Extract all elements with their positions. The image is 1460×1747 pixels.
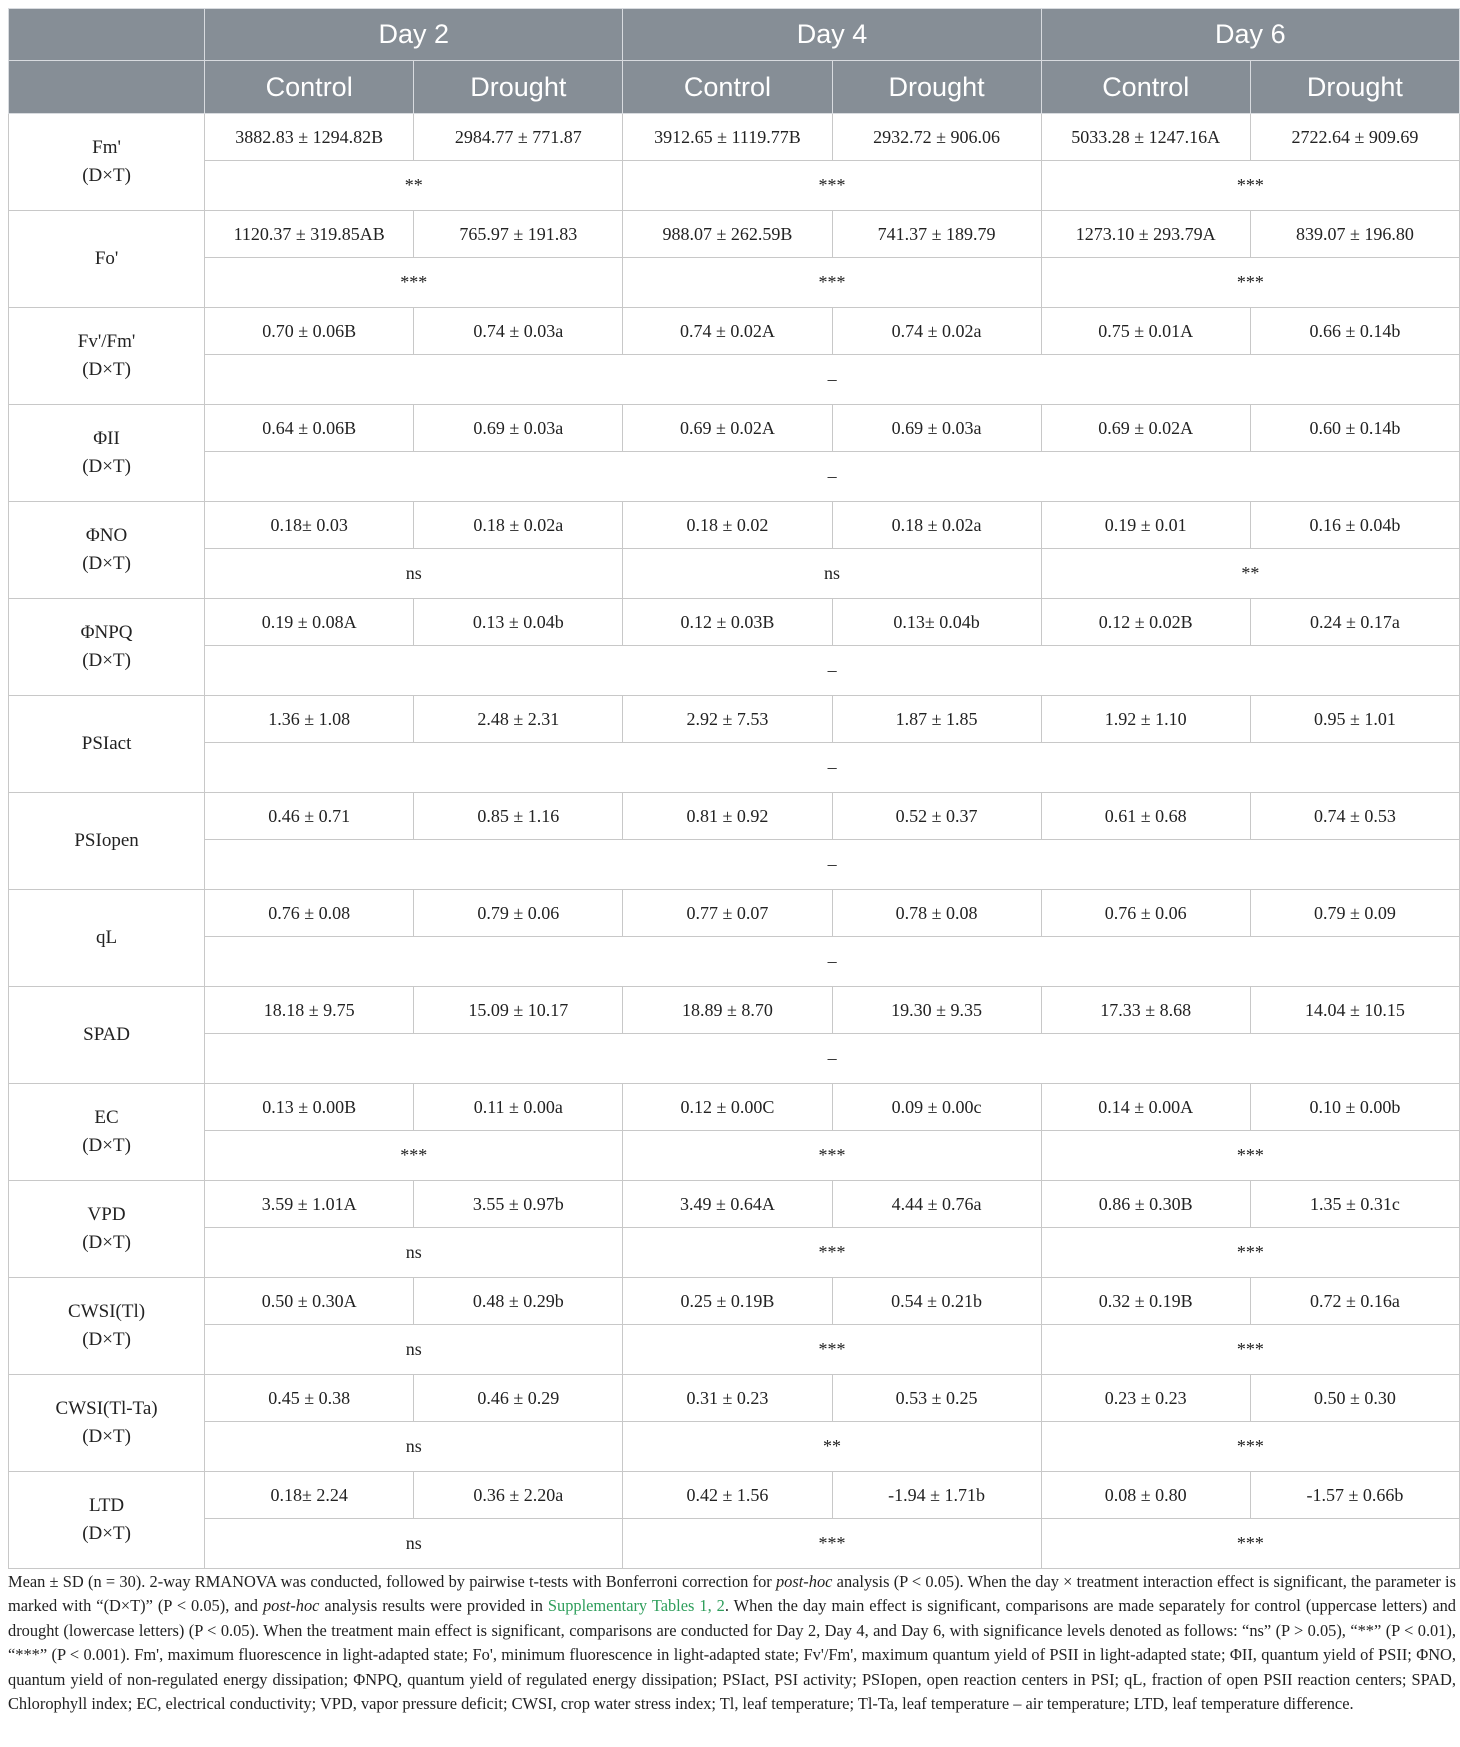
value-cell: 3882.83 ± 1294.82B [205,114,414,161]
value-cell: 1.87 ± 1.85 [832,696,1041,743]
value-cell: 5033.28 ± 1247.16A [1041,114,1250,161]
table-row [9,308,1460,355]
significance-cell: ns [205,1325,623,1375]
significance-cell: *** [1041,161,1459,211]
table-row [9,599,1460,646]
parameter-name: VPD [87,1204,126,1225]
value-cell: 0.81 ± 0.92 [623,793,832,840]
significance-row [9,743,1460,793]
parameter-name: PSIopen [74,830,139,851]
value-cell: 741.37 ± 189.79 [832,211,1041,258]
parameter-cell [9,1181,205,1278]
table-row [9,696,1460,743]
header-treatment: Drought [1250,61,1459,114]
parameter-cell [9,1278,205,1375]
significance-cell: ** [623,1422,1041,1472]
value-cell: 0.50 ± 0.30A [205,1278,414,1325]
value-cell: 0.69 ± 0.03a [832,405,1041,452]
value-cell: 0.79 ± 0.06 [414,890,623,937]
results-table [8,8,1460,1569]
table-row [9,1375,1460,1422]
value-cell: 0.66 ± 0.14b [1250,308,1459,355]
value-cell: 0.14 ± 0.00A [1041,1084,1250,1131]
parameter-name: LTD [88,1495,125,1516]
header-corner [9,9,205,61]
value-cell: 0.46 ± 0.71 [205,793,414,840]
value-cell: 1273.10 ± 293.79A [1041,211,1250,258]
significance-row [9,840,1460,890]
parameter-name: Fo' [94,248,119,269]
value-cell: 0.52 ± 0.37 [832,793,1041,840]
parameter-cell [9,890,205,987]
value-cell: 0.54 ± 0.21b [832,1278,1041,1325]
significance-row [9,1422,1460,1472]
value-cell: 0.76 ± 0.06 [1041,890,1250,937]
value-cell: 19.30 ± 9.35 [832,987,1041,1034]
parameter-name: qL [96,927,118,948]
table-row [9,405,1460,452]
interaction-marker: (D×T) [82,650,131,671]
interaction-marker: (D×T) [82,1232,131,1253]
table-row [9,1084,1460,1131]
parameter-name: CWSI(Tl) [68,1301,146,1322]
parameter-name: SPAD [83,1024,130,1045]
table-row [9,1278,1460,1325]
value-cell: 3.59 ± 1.01A [205,1181,414,1228]
significance-cell: *** [205,258,623,308]
value-cell: 0.18 ± 0.02a [414,502,623,549]
value-cell: 0.18± 0.03 [205,502,414,549]
value-cell: 0.85 ± 1.16 [414,793,623,840]
significance-cell: *** [1041,1228,1459,1278]
table-row [9,890,1460,937]
header-treatment: Drought [414,61,623,114]
value-cell: 0.18± 2.24 [205,1472,414,1519]
table-footnote [8,1570,1456,1716]
value-cell: 0.42 ± 1.56 [623,1472,832,1519]
value-cell: 0.11 ± 0.00a [414,1084,623,1131]
results-table-container [8,8,1460,1569]
interaction-marker: (D×T) [82,1523,131,1544]
interaction-marker: (D×T) [82,553,131,574]
significance-cell: ns [205,549,623,599]
value-cell: 0.09 ± 0.00c [832,1084,1041,1131]
header-day: Day 2 [205,9,623,61]
significance-row [9,646,1460,696]
significance-cell: *** [205,1131,623,1181]
significance-row [9,1228,1460,1278]
value-cell: 3.55 ± 0.97b [414,1181,623,1228]
value-cell: 2722.64 ± 909.69 [1250,114,1459,161]
significance-cell: ** [1041,549,1459,599]
value-cell: 0.12 ± 0.02B [1041,599,1250,646]
header-treatment: Control [205,61,414,114]
value-cell: 0.76 ± 0.08 [205,890,414,937]
value-cell: 0.10 ± 0.00b [1250,1084,1459,1131]
significance-row [9,1519,1460,1569]
value-cell: 0.74 ± 0.02a [832,308,1041,355]
significance-row [9,1131,1460,1181]
value-cell: 0.64 ± 0.06B [205,405,414,452]
value-cell: 0.13 ± 0.04b [414,599,623,646]
value-cell: 0.24 ± 0.17a [1250,599,1459,646]
value-cell: 0.53 ± 0.25 [832,1375,1041,1422]
value-cell: 0.12 ± 0.03B [623,599,832,646]
parameter-name: Fv'/Fm' [77,331,136,352]
significance-cell: – [205,743,1460,793]
parameter-cell [9,696,205,793]
value-cell: 1.92 ± 1.10 [1041,696,1250,743]
significance-cell: ns [205,1519,623,1569]
footnote-text: . When the day main effect is significant, comparisons are made separately for control (uppercase letters) and drought (lowercase letters) (P < 0.05). When the treatment main effect is significant, comparisons are conducted for Day 2, Day 4, and Day 6, with significance levels denoted as follows: “ns” (P > 0.05), “**” (P < 0.01), “***” (P < 0.001). Fm', maximum fluorescence in light-adapted state; Fo', minimum fluorescence in light-adapted state; Fv'/Fm', maximum quantum yield of PSII in light-adapted state; ΦII, quantum yield of PSII; ΦNO, quantum yield of non-regulated energy dissipation; ΦNPQ, quantum yield of regulated energy dissipation; PSIact, PSI activity; PSIopen, open reaction centers in PSI; qL, fraction of open PSII reaction centers; SPAD, Chlorophyll index; EC, electrical conductivity; VPD, vapor pressure deficit; CWSI, crop water stress index; Tl, leaf temperature; Tl-Ta, leaf temperature – air temperature; LTD, leaf temperature difference. [8,1596,1456,1714]
table-row [9,114,1460,161]
parameter-cell [9,502,205,599]
parameter-name: ΦNO [85,525,128,546]
significance-cell: *** [623,1519,1041,1569]
value-cell: 765.97 ± 191.83 [414,211,623,258]
value-cell: 0.25 ± 0.19B [623,1278,832,1325]
significance-cell: *** [1041,1325,1459,1375]
significance-cell: – [205,646,1460,696]
significance-cell: ns [623,549,1041,599]
value-cell: 1.36 ± 1.08 [205,696,414,743]
significance-cell: ** [205,161,623,211]
footnote-text: analysis (P < 0.05). When the day × treatment interaction effect is significant, the parameter is marked with “(D×T)” (P < 0.05), and [8,1572,1456,1616]
value-cell: 988.07 ± 262.59B [623,211,832,258]
parameter-name: ΦNPQ [80,622,133,643]
interaction-marker: (D×T) [82,1426,131,1447]
value-cell: 0.72 ± 0.16a [1250,1278,1459,1325]
value-cell: 0.74 ± 0.03a [414,308,623,355]
parameter-cell [9,114,205,211]
significance-cell: *** [623,161,1041,211]
table-row [9,793,1460,840]
value-cell: 0.95 ± 1.01 [1250,696,1459,743]
parameter-cell [9,1472,205,1569]
footnote-text: Mean ± SD (n = 30). 2-way RMANOVA was conducted, followed by pairwise t-tests with Bonferroni correction for [8,1572,776,1591]
value-cell: -1.57 ± 0.66b [1250,1472,1459,1519]
parameter-cell [9,308,205,405]
value-cell: 0.08 ± 0.80 [1041,1472,1250,1519]
value-cell: 18.18 ± 9.75 [205,987,414,1034]
interaction-marker: (D×T) [82,1329,131,1350]
header-day: Day 6 [1041,9,1459,61]
table-row [9,211,1460,258]
value-cell: 2932.72 ± 906.06 [832,114,1041,161]
significance-row [9,452,1460,502]
value-cell: 0.18 ± 0.02a [832,502,1041,549]
significance-cell: *** [623,1325,1041,1375]
significance-cell: – [205,840,1460,890]
value-cell: 1120.37 ± 319.85AB [205,211,414,258]
parameter-name: ΦII [93,428,120,449]
value-cell: 14.04 ± 10.15 [1250,987,1459,1034]
value-cell: 0.61 ± 0.68 [1041,793,1250,840]
value-cell: 0.31 ± 0.23 [623,1375,832,1422]
value-cell: 0.78 ± 0.08 [832,890,1041,937]
value-cell: 839.07 ± 196.80 [1250,211,1459,258]
value-cell: -1.94 ± 1.71b [832,1472,1041,1519]
header-treatment: Control [623,61,832,114]
header-day: Day 4 [623,9,1041,61]
header-treatment: Control [1041,61,1250,114]
value-cell: 0.45 ± 0.38 [205,1375,414,1422]
parameter-cell [9,599,205,696]
parameter-cell [9,1084,205,1181]
value-cell: 0.18 ± 0.02 [623,502,832,549]
parameter-cell [9,987,205,1084]
significance-row [9,1034,1460,1084]
significance-cell: *** [1041,258,1459,308]
footnote-italic: post-hoc [262,1596,320,1616]
parameter-name: CWSI(Tl-Ta) [55,1398,158,1419]
value-cell: 0.12 ± 0.00C [623,1084,832,1131]
value-cell: 0.69 ± 0.02A [1041,405,1250,452]
value-cell: 0.69 ± 0.02A [623,405,832,452]
significance-cell: – [205,355,1460,405]
value-cell: 0.74 ± 0.53 [1250,793,1459,840]
significance-cell: *** [623,1131,1041,1181]
value-cell: 0.32 ± 0.19B [1041,1278,1250,1325]
interaction-marker: (D×T) [82,1135,131,1156]
value-cell: 2984.77 ± 771.87 [414,114,623,161]
interaction-marker: (D×T) [82,165,131,186]
value-cell: 2.48 ± 2.31 [414,696,623,743]
value-cell: 0.69 ± 0.03a [414,405,623,452]
value-cell: 0.36 ± 2.20a [414,1472,623,1519]
parameter-name: Fm' [92,137,121,158]
parameter-cell [9,405,205,502]
value-cell: 3912.65 ± 1119.77B [623,114,832,161]
significance-cell: – [205,452,1460,502]
significance-cell: ns [205,1422,623,1472]
value-cell: 0.13± 0.04b [832,599,1041,646]
value-cell: 1.35 ± 0.31c [1250,1181,1459,1228]
table-row [9,1472,1460,1519]
significance-row [9,1325,1460,1375]
table-row [9,502,1460,549]
value-cell: 0.19 ± 0.08A [205,599,414,646]
significance-cell: *** [1041,1422,1459,1472]
significance-row [9,937,1460,987]
value-cell: 0.60 ± 0.14b [1250,405,1459,452]
significance-cell: *** [1041,1519,1459,1569]
significance-row [9,161,1460,211]
parameter-cell [9,211,205,308]
supplementary-tables-link[interactable]: Supplementary Tables 1, 2 [547,1596,725,1616]
significance-row [9,549,1460,599]
value-cell: 0.86 ± 0.30B [1041,1181,1250,1228]
significance-row [9,258,1460,308]
parameter-name: EC [94,1107,119,1128]
value-cell: 0.16 ± 0.04b [1250,502,1459,549]
interaction-marker: (D×T) [82,456,131,477]
value-cell: 0.74 ± 0.02A [623,308,832,355]
value-cell: 2.92 ± 7.53 [623,696,832,743]
value-cell: 0.70 ± 0.06B [205,308,414,355]
value-cell: 0.79 ± 0.09 [1250,890,1459,937]
value-cell: 17.33 ± 8.68 [1041,987,1250,1034]
value-cell: 15.09 ± 10.17 [414,987,623,1034]
table-header [9,9,1460,114]
parameter-cell [9,1375,205,1472]
value-cell: 0.19 ± 0.01 [1041,502,1250,549]
significance-cell: – [205,1034,1460,1084]
significance-cell: *** [1041,1131,1459,1181]
table-row [9,1181,1460,1228]
significance-row [9,355,1460,405]
table-row [9,987,1460,1034]
header-corner [9,61,205,114]
value-cell: 0.13 ± 0.00B [205,1084,414,1131]
parameter-name: PSIact [81,733,132,754]
value-cell: 0.23 ± 0.23 [1041,1375,1250,1422]
value-cell: 4.44 ± 0.76a [832,1181,1041,1228]
value-cell: 0.50 ± 0.30 [1250,1375,1459,1422]
value-cell: 18.89 ± 8.70 [623,987,832,1034]
significance-cell: – [205,937,1460,987]
value-cell: 0.46 ± 0.29 [414,1375,623,1422]
value-cell: 3.49 ± 0.64A [623,1181,832,1228]
significance-cell: ns [205,1228,623,1278]
parameter-cell [9,793,205,890]
significance-cell: *** [623,1228,1041,1278]
table-body [9,114,1460,1569]
footnote-italic: post-hoc [775,1572,833,1591]
significance-cell: *** [623,258,1041,308]
interaction-marker: (D×T) [82,359,131,380]
footnote-text: analysis results were provided in [319,1596,548,1616]
value-cell: 0.77 ± 0.07 [623,890,832,937]
value-cell: 0.48 ± 0.29b [414,1278,623,1325]
value-cell: 0.75 ± 0.01A [1041,308,1250,355]
header-treatment: Drought [832,61,1041,114]
